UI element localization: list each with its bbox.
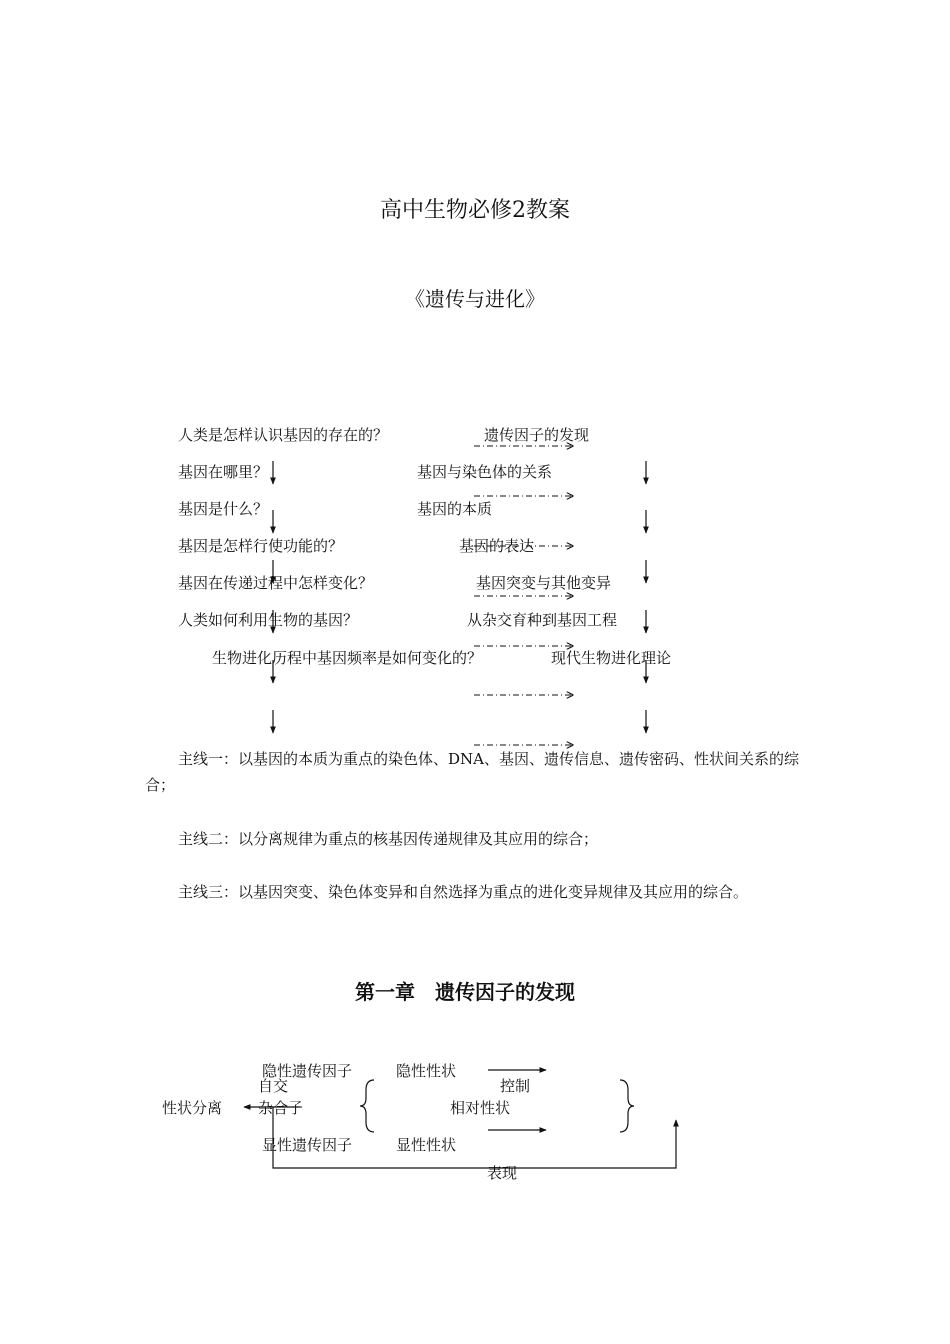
recessive-factor-label: 隐性遗传因子	[262, 1062, 353, 1080]
outline-question: 生物进化历程中基因频率是如何变化的？	[212, 649, 483, 667]
outline-question: 人类如何利用生物的基因？	[178, 611, 359, 629]
self-cross-label: 自交	[258, 1077, 289, 1095]
outline-topic: 从杂交育种到基因工程	[467, 611, 618, 629]
outline-topic: 基因的表达	[459, 537, 535, 555]
outline-question: 基因在哪里？	[178, 463, 269, 481]
mainline-text: 主线三：以基因突变、染色体变异和自然选择为重点的进化变异规律及其应用的综合。	[178, 883, 749, 901]
dominant-factor-label: 显性遗传因子	[262, 1136, 353, 1154]
control-label: 控制	[500, 1077, 531, 1095]
outline-question: 基因在传递过程中怎样变化？	[178, 574, 374, 592]
mainline-text: 主线一：以基因的本质为重点的染色体、DNA、基因、遗传信息、遗传密码、性状间关系的综合；	[145, 750, 799, 794]
outline-question: 人类是怎样认识基因的存在的？	[178, 426, 389, 444]
outline-topic: 遗传因子的发现	[484, 426, 590, 444]
recessive-trait-label: 隐性性状	[396, 1062, 457, 1080]
outline-topic: 现代生物进化理论	[551, 649, 672, 667]
outline-question: 基因是怎样行使功能的？	[178, 537, 344, 555]
outline-topic: 基因与染色体的关系	[417, 463, 553, 481]
document-subtitle: 《遗传与进化》	[405, 287, 545, 311]
document-title: 高中生物必修2教案	[380, 198, 570, 223]
right-brace	[620, 1080, 634, 1132]
segregation-label: 性状分离	[162, 1099, 223, 1117]
left-brace	[360, 1080, 374, 1132]
heterozygote-label: 杂合子	[258, 1099, 304, 1117]
outline-topic: 基因突变与其他变异	[476, 574, 612, 592]
relative-traits-label: 相对性状	[450, 1099, 511, 1117]
mainline-text: 主线二：以分离规律为重点的核基因传递规律及其应用的综合；	[178, 830, 599, 848]
dominant-trait-label: 显性性状	[396, 1136, 457, 1154]
expression-label: 表现	[487, 1164, 518, 1182]
chapter-title: 第一章 遗传因子的发现	[355, 980, 575, 1004]
outline-topic: 基因的本质	[417, 500, 493, 518]
outline-question: 基因是什么？	[178, 500, 269, 518]
